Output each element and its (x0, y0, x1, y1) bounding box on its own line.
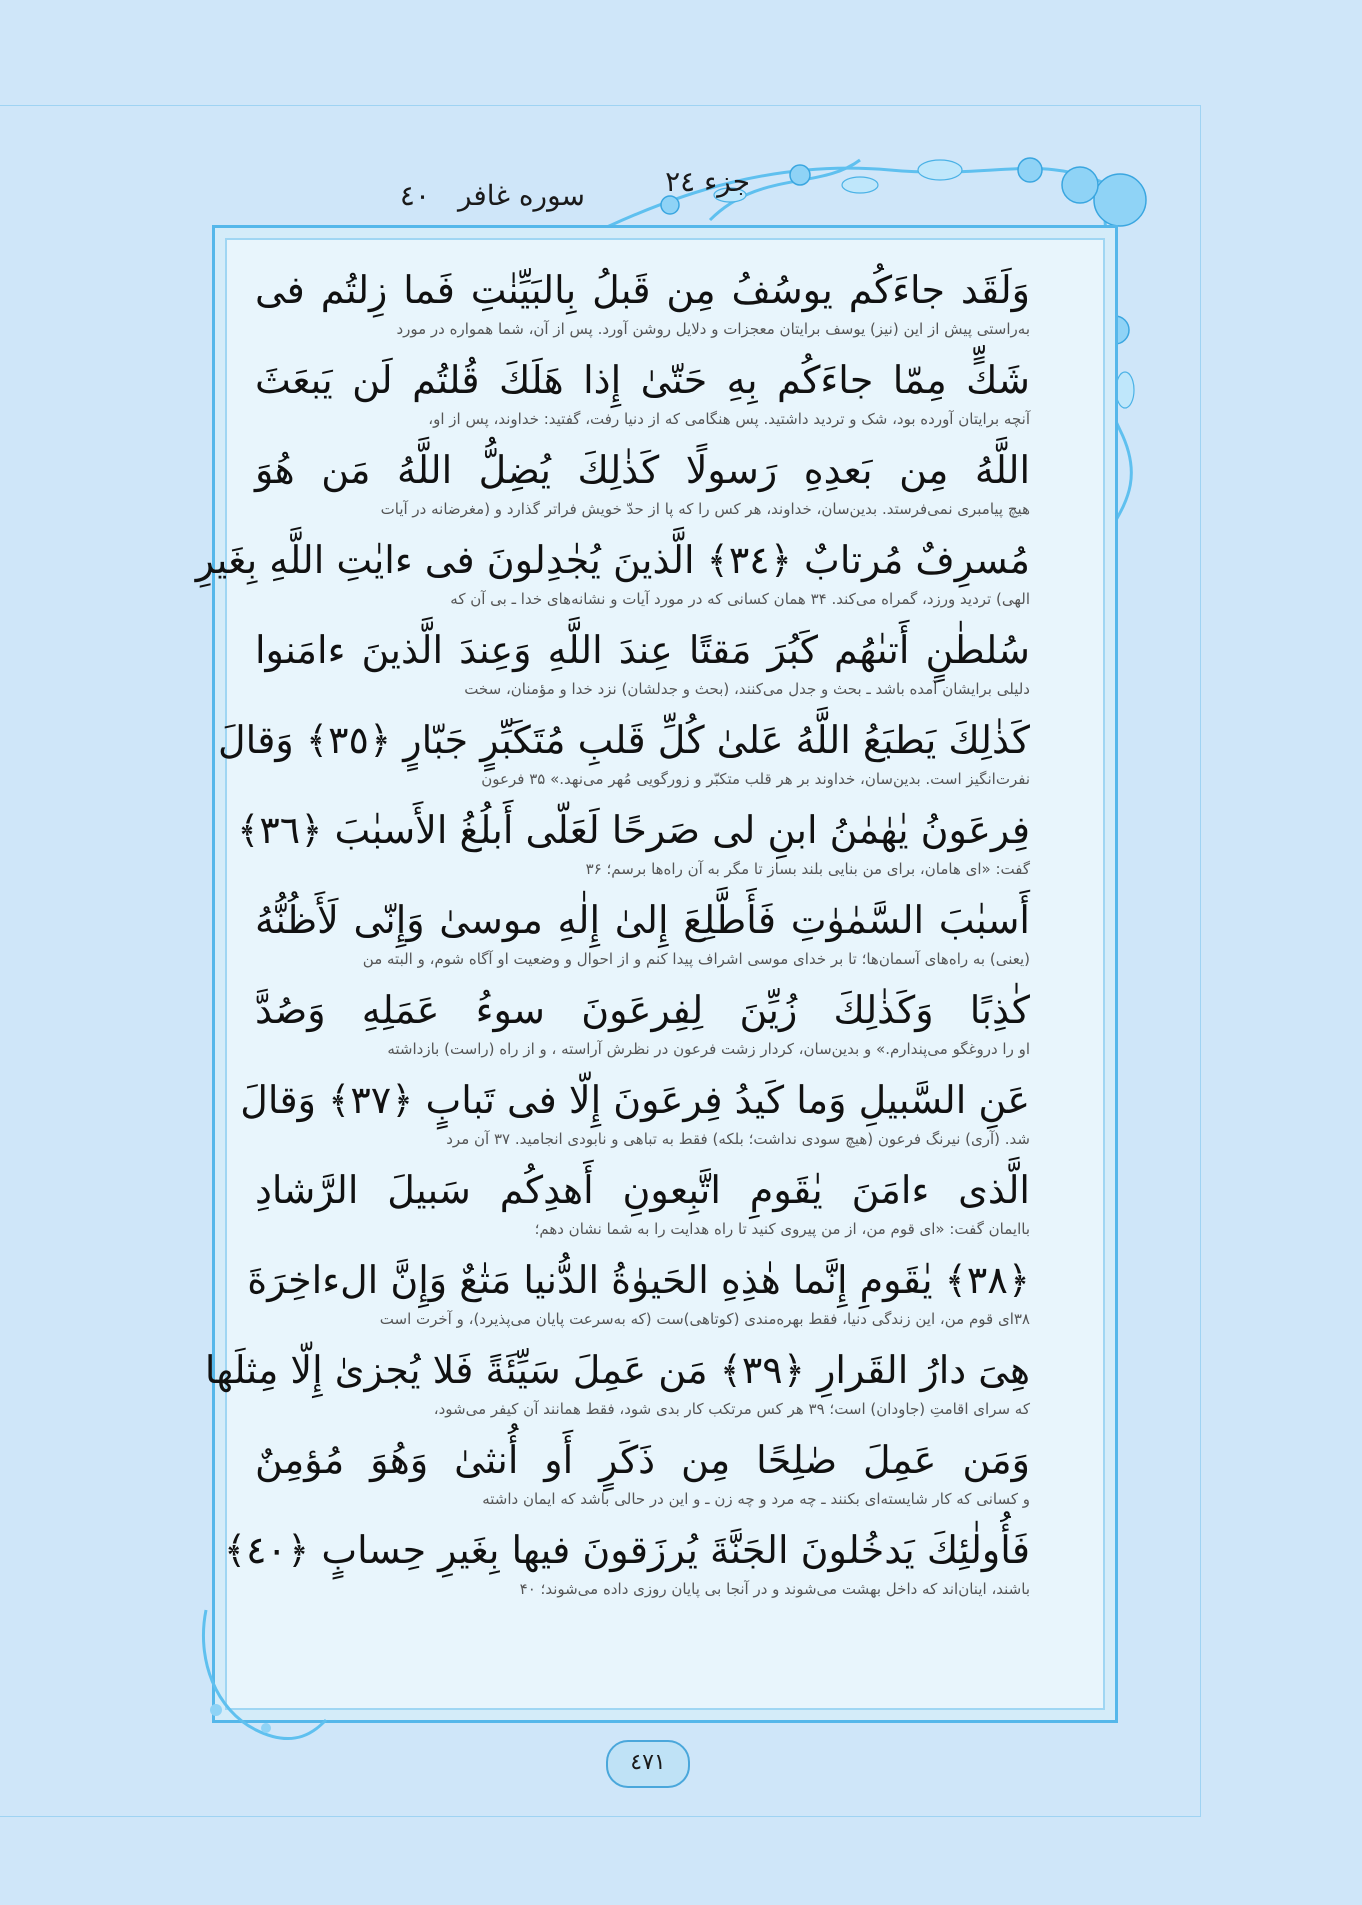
verse-line (223, 1522, 1030, 1612)
page-header (390, 165, 750, 215)
translation-line: او را دروغگو می‌پندارم.» و بدین‌سان، کردار زشت فرعون در نظرش آراسته ، و از راه (راست) بازداشته (387, 1040, 1030, 1058)
arabic-line: شَكٍّ مِمّا جاءَكُم بِهِ حَتّىٰ إِذا هَلَكَ قُلتُم لَن يَبعَثَ (255, 358, 1030, 402)
verse-line (237, 802, 1030, 892)
arabic-line: سُلطٰنٍ أَتىٰهُم كَبُرَ مَقتًا عِندَ اللَّهِ وَعِندَ الَّذينَ ءامَنوا (255, 628, 1030, 672)
verse-line (255, 352, 1030, 442)
translation-line: الهی) تردید ورزد، گمراه می‌کند. ۳۴ همان کسانی که در مورد آیات و نشانه‌های خدا ـ بی آن که (450, 590, 1030, 608)
translation-line: به‌راستی پیش از این (نیز) یوسف برایتان معجزات و دلایل روشن آورد. پس از آن، شما همواره در مورد (396, 320, 1030, 338)
translation-line: باشند، اینان‌اند که داخل بهشت می‌شوند و در آنجا بی پایان روزی داده می‌شوند؛ ۴۰ (519, 1580, 1030, 1598)
verse-line (240, 1072, 1030, 1162)
verse-line (204, 1342, 1030, 1432)
arabic-line: اللَّهُ مِن بَعدِهِ رَسولًا كَذٰلِكَ يُضِلُّ اللَّهُ مَن هُوَ (255, 448, 1030, 492)
verse-line (255, 1162, 1030, 1252)
verse-line (255, 982, 1030, 1072)
verse-line (218, 712, 1030, 802)
translation-line: باایمان گفت: «ای قوم من، از من پیروی کنید تا راه هدایت را به شما نشان دهم؛ (534, 1220, 1030, 1238)
arabic-line: وَمَن عَمِلَ صٰلِحًا مِن ذَكَرٍ أَو أُنثىٰ وَهُوَ مُؤمِنٌ (255, 1438, 1030, 1482)
verse-line (247, 1252, 1030, 1342)
arabic-line: الَّذى ءامَنَ يٰقَومِ اتَّبِعونِ أَهدِكُم سَبيلَ الرَّشادِ (255, 1168, 1030, 1212)
arabic-line: ﴿٣٨﴾ يٰقَومِ إِنَّما هٰذِهِ الحَيوٰةُ الدُّنيا مَتٰعٌ وَإِنَّ الءاخِرَةَ (247, 1258, 1030, 1302)
translation-line: هیچ پیامبری نمی‌فرستد. بدین‌سان، خداوند، هر کس را که پا از حدّ خویش فراتر گذارد و (مغرضانه در آیات (380, 500, 1030, 518)
surah-label: سوره غافر (457, 179, 585, 212)
arabic-line: كٰذِبًا وَكَذٰلِكَ زُيِّنَ لِفِرعَونَ سوءُ عَمَلِهِ وَصُدَّ (255, 988, 1030, 1032)
arabic-line: مُسرِفٌ مُرتابٌ ﴿٣٤﴾ الَّذينَ يُجٰدِلونَ فى ءايٰتِ اللَّهِ بِغَيرِ (195, 538, 1030, 582)
verse-line (255, 892, 1030, 982)
verse-line (255, 442, 1030, 532)
verse-line (195, 532, 1030, 622)
verse-line (255, 262, 1030, 352)
translation-line: ۳۸ای قوم من، این زندگی دنیا، فقط بهره‌مندی (کوتاهی)ست (که به‌سرعت پایان می‌پذیرد)، و آخرت است (379, 1310, 1030, 1328)
translation-line: و کسانی که کار شایسته‌ای بکنند ـ چه مرد و چه زن ـ و این در حالی باشد که ایمان داشته (482, 1490, 1030, 1508)
translation-line: که سرای اقامتِ (جاودان) است؛ ۳۹ هر کس مرتکب کار بدی شود، فقط همانند آن کیفر می‌شود، (433, 1400, 1030, 1418)
arabic-line: هِىَ دارُ القَرارِ ﴿٣٩﴾ مَن عَمِلَ سَيِّئَةً فَلا يُجزىٰ إِلّا مِثلَها (204, 1348, 1030, 1392)
translation-line: دلیلی برایشان آمده باشد ـ بحث و جدل می‌کنند، (بحث و جدلشان) نزد خدا و مؤمنان، سخت (464, 680, 1030, 698)
arabic-line: فَأُولٰئِكَ يَدخُلونَ الجَنَّةَ يُرزَقونَ فيها بِغَيرِ حِسابٍ ﴿٤٠﴾ (223, 1528, 1030, 1572)
juz-label: جزء ٢٤ (665, 165, 750, 198)
translation-line: (یعنی) به راه‌های آسمان‌ها؛ تا بر خدای موسی اشراف پیدا کنم و از احوال و وضعیت او آگاه شوم، و البته من (362, 950, 1030, 968)
surah-number: ٤٠ (399, 179, 430, 212)
verse-line (255, 622, 1030, 712)
translation-line: شد. (آری) نیرنگ فرعون (هیچ سودی نداشت؛ بلکه) فقط به تباهی و نابودی انجامید. ۳۷ آن مرد (446, 1130, 1030, 1148)
verse-line (255, 1432, 1030, 1522)
arabic-line: عَنِ السَّبيلِ وَما كَيدُ فِرعَونَ إِلّا فى تَبابٍ ﴿٣٧﴾ وَقالَ (240, 1078, 1030, 1122)
translation-line: نفرت‌انگیز است. بدین‌سان، خداوند بر هر قلب متکبّر و زورگویی مُهر می‌نهد.» ۳۵ فرعون (481, 770, 1030, 788)
translation-line: آنچه برایتان آورده بود، شک و تردید داشتید. پس هنگامی که از دنیا رفت، گفتید: خداوند، پس از او، (428, 410, 1030, 428)
arabic-line: أَسبٰبَ السَّمٰوٰتِ فَأَطَّلِعَ إِلىٰ إِلٰهِ موسىٰ وَإِنّى لَأَظُنُّهُ (255, 898, 1030, 942)
arabic-line: وَلَقَد جاءَكُم يوسُفُ مِن قَبلُ بِالبَيِّنٰتِ فَما زِلتُم فى (255, 268, 1030, 312)
arabic-line: فِرعَونُ يٰهٰمٰنُ ابنِ لى صَرحًا لَعَلّى أَبلُغُ الأَسبٰبَ ﴿٣٦﴾ (237, 808, 1030, 852)
page-number: ٤٧١ (606, 1740, 690, 1788)
verse-body (195, 262, 1030, 1702)
translation-line: گفت: «ای هامان، برای من بنایی بلند بساز تا مگر به آن راه‌ها برسم؛ ۳۶ (585, 860, 1030, 878)
arabic-line: كَذٰلِكَ يَطبَعُ اللَّهُ عَلىٰ كُلِّ قَلبِ مُتَكَبِّرٍ جَبّارٍ ﴿٣٥﴾ وَقالَ (218, 718, 1030, 762)
